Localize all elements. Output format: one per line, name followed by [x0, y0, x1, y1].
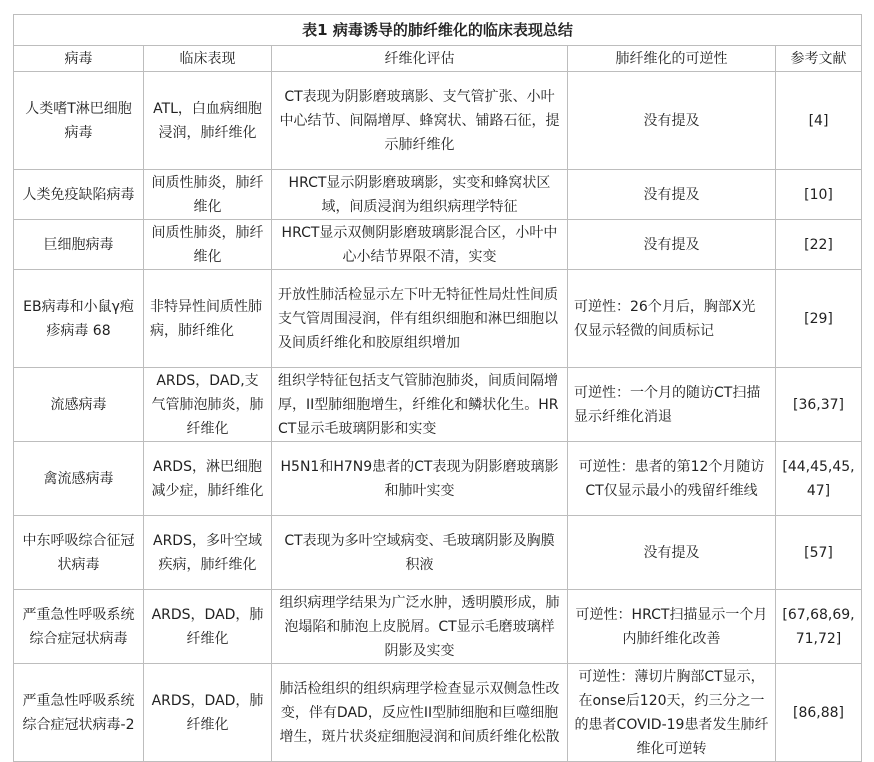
cell-virus: 人类免疫缺陷病毒	[14, 170, 144, 220]
cell-assessment: 肺活检组织的组织病理学检查显示双侧急性改变，伴有DAD，反应性II型肺细胞和巨噬细胞增生，斑片状炎症细胞浸润和间质纤维化松散	[272, 664, 568, 762]
table-row	[14, 590, 862, 664]
cell-reversibility: 没有提及	[568, 170, 776, 220]
table-row	[14, 368, 862, 442]
cell-assessment: HRCT显示阴影磨玻璃影，实变和蜂窝状区域，间质浸润为组织病理学特征	[272, 170, 568, 220]
header-refs: 参考文献	[776, 46, 862, 72]
cell-assessment: 组织学特征包括支气管肺泡肺炎，间质间隔增厚，II型肺细胞增生，纤维化和鳞状化生。HRCT显示毛玻璃阴影和实变	[272, 368, 568, 442]
cell-clinical: ARDS，DAD，肺纤维化	[144, 664, 272, 762]
cell-assessment: 组织病理学结果为广泛水肿，透明膜形成，肺泡塌陷和肺泡上皮脱屑。CT显示毛磨玻璃样阴影及实变	[272, 590, 568, 664]
cell-reversibility: 可逆性：26个月后，胸部X光仅显示轻微的间质标记	[568, 270, 776, 368]
cell-refs: [29]	[776, 270, 862, 368]
summary-table	[13, 14, 862, 762]
table-row	[14, 270, 862, 368]
cell-refs: [67,68,69,71,72]	[776, 590, 862, 664]
cell-assessment: CT表现为多叶空域病变、毛玻璃阴影及胸膜积液	[272, 516, 568, 590]
cell-refs: [36,37]	[776, 368, 862, 442]
cell-virus: 人类嗜T淋巴细胞病毒	[14, 72, 144, 170]
table-row	[14, 664, 862, 762]
cell-assessment: HRCT显示双侧阴影磨玻璃影混合区，小叶中心小结节界限不清，实变	[272, 220, 568, 270]
header-reversibility: 肺纤维化的可逆性	[568, 46, 776, 72]
cell-assessment: CT表现为阴影磨玻璃影、支气管扩张、小叶中心结节、间隔增厚、蜂窝状、铺路石征，提示肺纤维化	[272, 72, 568, 170]
cell-assessment: H5N1和H7N9患者的CT表现为阴影磨玻璃影和肺叶实变	[272, 442, 568, 516]
cell-refs: [4]	[776, 72, 862, 170]
table-row	[14, 442, 862, 516]
cell-virus: 流感病毒	[14, 368, 144, 442]
table-title: 表1 病毒诱导的肺纤维化的临床表现总结	[14, 15, 862, 46]
cell-refs: [86,88]	[776, 664, 862, 762]
cell-virus: EB病毒和小鼠γ疱疹病毒 68	[14, 270, 144, 368]
cell-clinical: ARDS，多叶空域疾病，肺纤维化	[144, 516, 272, 590]
header-assessment: 纤维化评估	[272, 46, 568, 72]
cell-reversibility: 没有提及	[568, 220, 776, 270]
cell-clinical: 间质性肺炎，肺纤维化	[144, 220, 272, 270]
cell-reversibility: 没有提及	[568, 516, 776, 590]
cell-refs: [22]	[776, 220, 862, 270]
cell-reversibility: 没有提及	[568, 72, 776, 170]
cell-refs: [10]	[776, 170, 862, 220]
cell-reversibility: 可逆性：一个月的随访CT扫描显示纤维化消退	[568, 368, 776, 442]
cell-reversibility: 可逆性：HRCT扫描显示一个月内肺纤维化改善	[568, 590, 776, 664]
cell-virus: 禽流感病毒	[14, 442, 144, 516]
table-row	[14, 72, 862, 170]
cell-clinical: ARDS，DAD,支气管肺泡肺炎，肺纤维化	[144, 368, 272, 442]
cell-refs: [44,45,45,47]	[776, 442, 862, 516]
cell-assessment: 开放性肺活检显示左下叶无特征性局灶性间质支气管周围浸润，伴有组织细胞和淋巴细胞以及间质纤维化和胶原组织增加	[272, 270, 568, 368]
cell-clinical: 间质性肺炎，肺纤维化	[144, 170, 272, 220]
cell-reversibility: 可逆性：患者的第12个月随访CT仅显示最小的残留纤维线	[568, 442, 776, 516]
cell-reversibility: 可逆性：薄切片胸部CT显示，在onse后120天，约三分之一的患者COVID-19患者发生肺纤维化可逆转	[568, 664, 776, 762]
cell-virus: 巨细胞病毒	[14, 220, 144, 270]
header-clinical: 临床表现	[144, 46, 272, 72]
cell-clinical: 非特异性间质性肺病，肺纤维化	[144, 270, 272, 368]
cell-virus: 中东呼吸综合征冠状病毒	[14, 516, 144, 590]
cell-clinical: ATL，白血病细胞浸润，肺纤维化	[144, 72, 272, 170]
cell-clinical: ARDS，DAD，肺纤维化	[144, 590, 272, 664]
table-row	[14, 516, 862, 590]
table-row	[14, 170, 862, 220]
table-header-row	[14, 46, 862, 72]
header-virus: 病毒	[14, 46, 144, 72]
cell-clinical: ARDS，淋巴细胞减少症，肺纤维化	[144, 442, 272, 516]
cell-virus: 严重急性呼吸系统综合症冠状病毒-2	[14, 664, 144, 762]
table-row	[14, 220, 862, 270]
cell-refs: [57]	[776, 516, 862, 590]
cell-virus: 严重急性呼吸系统综合症冠状病毒	[14, 590, 144, 664]
